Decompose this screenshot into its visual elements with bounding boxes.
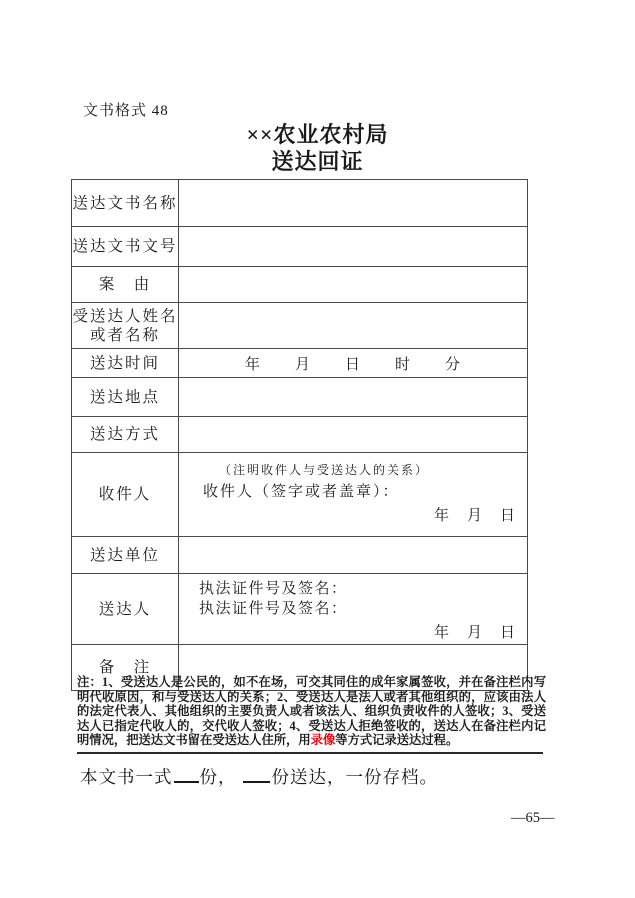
row-label: 送达时间: [72, 349, 179, 378]
date-unit-day: 日: [344, 356, 361, 373]
row-label: 送达地点: [72, 378, 179, 417]
row-label: 送达文书文号: [72, 227, 179, 267]
date-unit-hour: 时: [395, 356, 412, 373]
table-row-cause: [72, 267, 528, 303]
server-date-line: [179, 621, 527, 642]
server-signature-area: [179, 574, 527, 644]
copies-text-2: 份，: [199, 767, 237, 787]
addressee-date-line: [179, 504, 527, 525]
note-text-tail: 等方式记录送达过程。: [335, 733, 459, 748]
table-row-doc-name: [72, 180, 528, 227]
served-count-blank: [243, 767, 270, 783]
footer-divider-line: [77, 752, 543, 754]
date-unit-day: 日: [499, 625, 515, 641]
table-row-recipient-name: [72, 303, 528, 349]
relationship-note: （注明收件人与受送达人的关系）: [219, 463, 430, 477]
date-unit-month: 月: [466, 625, 482, 641]
row-value-datetime: [179, 349, 528, 378]
note-text: 注：1、受送达人是公民的，如不在场，可交其同住的成年家属签收，并在备注栏内写明代收原因，和与受送达人的关系；2、受送达人是法人或者其他组织的，应该由法人的法定代表人、其他组织的主要负责人或者该法人、组织负责收件的人签收；3、受送达人已指定代收人的，交代收人签收；4、受送达人拒绝签收的，送达人在备注栏内记明情况，把送达文书留在受送达人住所，用: [77, 675, 546, 748]
row-value-blank: [179, 267, 528, 303]
cert-sign-line-1: 执法证件号及签名：: [199, 581, 348, 597]
row-value-blank: [179, 303, 528, 349]
row-label: [72, 303, 179, 349]
table-row-service-place: [72, 378, 528, 417]
copies-text-1: 本文书一式: [80, 767, 173, 787]
row-label: 案 由: [72, 267, 179, 303]
row-label-line1: 受送达人姓名: [72, 307, 178, 325]
cert-sign-line-2: 执法证件号及签名：: [199, 601, 348, 617]
row-value-blank: [179, 537, 528, 574]
date-unit-day: 日: [499, 508, 515, 524]
date-unit-month: 月: [466, 508, 482, 524]
title-doc-line: 送达回证: [271, 149, 364, 174]
addressee-signature-area: [179, 461, 527, 528]
date-unit-minute: 分: [445, 356, 462, 373]
instructions-note: [77, 675, 546, 748]
doc-format-label: 文书格式 48: [83, 103, 169, 119]
date-unit-year: 年: [433, 625, 449, 641]
copies-count-blank: [174, 767, 199, 783]
row-value-blank: [179, 180, 528, 227]
row-label: 送达方式: [72, 417, 179, 453]
note-red-highlight: 录像: [310, 733, 336, 748]
row-value-server: [179, 574, 528, 645]
title-org-line: ××农业农村局: [246, 122, 389, 147]
service-receipt-table: [71, 179, 528, 691]
copies-text-3: 份送达，一份存档。: [271, 767, 438, 787]
table-row-service-time: [72, 349, 528, 378]
row-label-line2: 或者名称: [89, 326, 160, 344]
addressee-sign-line: 收件人（签字或者盖章）：: [203, 484, 400, 500]
row-label: 收件人: [72, 453, 179, 537]
document-title: [0, 121, 635, 175]
date-unit-year: 年: [433, 508, 449, 524]
table-row-server: [72, 574, 528, 645]
row-value-blank: [179, 378, 528, 417]
table-row-service-unit: [72, 537, 528, 574]
date-unit-year: 年: [244, 356, 261, 373]
row-value-addressee: [179, 453, 528, 537]
table-row-doc-number: [72, 227, 528, 267]
row-value-blank: [179, 227, 528, 267]
row-label: 送达人: [72, 574, 179, 645]
row-value-blank: [179, 417, 528, 453]
table-row-service-method: [72, 417, 528, 453]
copies-statement: [80, 764, 438, 789]
row-label: 备 注: [72, 645, 179, 691]
table-row-addressee: [72, 453, 528, 537]
row-label: 送达文书名称: [72, 180, 179, 227]
row-label: 送达单位: [72, 537, 179, 574]
page-number: —65—: [511, 810, 555, 826]
date-unit-month: 月: [294, 356, 311, 373]
